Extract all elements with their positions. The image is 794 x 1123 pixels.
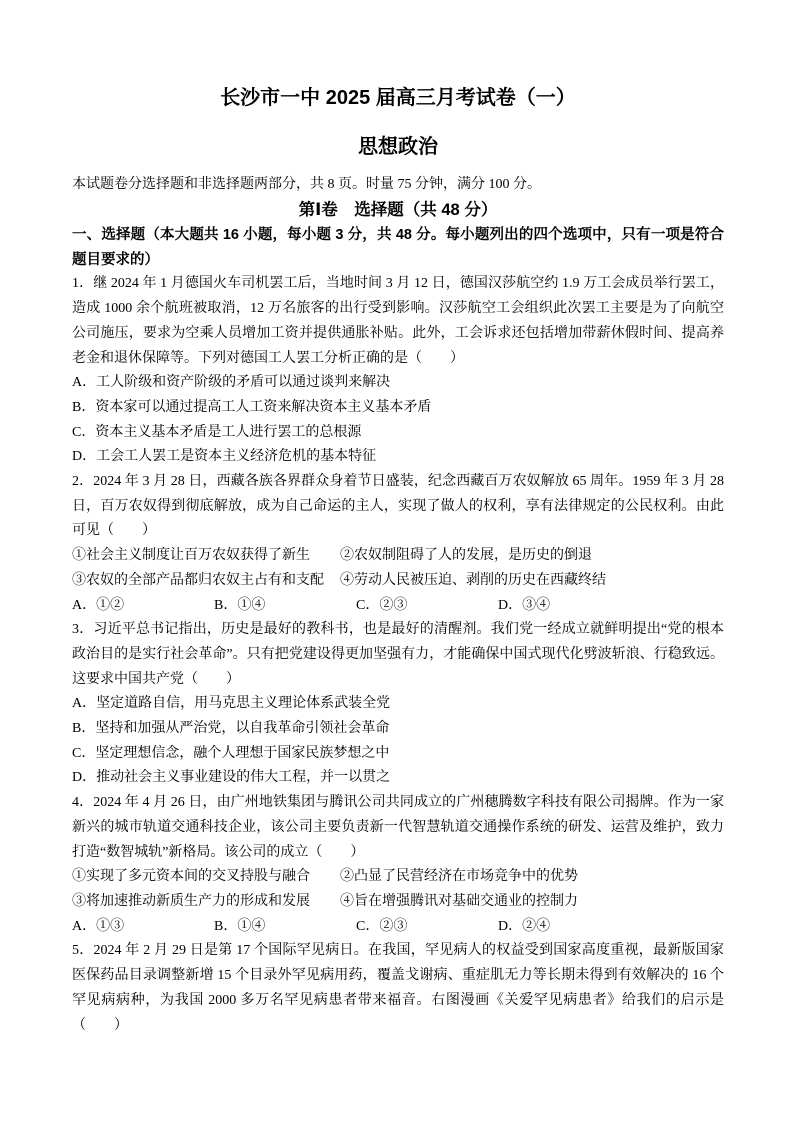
option-item: D．工会工人罢工是资本主义经济危机的基本特征	[72, 449, 377, 465]
statement-row	[72, 865, 724, 890]
question-5	[72, 939, 724, 1038]
option-item: D．推动社会主义事业建设的伟大工程，并一以贯之	[72, 770, 391, 786]
option-item: D．②④	[498, 918, 551, 934]
option-item: A．①②	[72, 597, 125, 613]
section-heading: 一、选择题（本大题共 16 小题，每小题 3 分，共 48 分。每小题列出的四个选项中，只有一项是符合题目要求的）	[72, 227, 724, 268]
statement-item: ①实现了多元资本间的交叉持股与融合	[72, 869, 310, 885]
option-item: B．坚持和加强从严治党，以自我革命引领社会革命	[72, 721, 390, 737]
page-title: 长沙市一中 2025 届高三月考试卷（一）	[220, 87, 576, 109]
statement-item: ③农奴的全部产品都归农奴主占有和支配	[72, 572, 324, 588]
statement-item: ②农奴制阻碍了人的发展，是历史的倒退	[340, 548, 592, 564]
question-number: 1．	[72, 276, 94, 292]
question-stem-text: 2024 年 4 月 26 日，由广州地铁集团与腾讯公司共同成立的广州穗腾数字科技有限公司揭牌。作为一家新兴的城市轨道交通科技企业，该公司主要负责新一代智慧轨道交通操作系统的研发、运营及维护，致力打造“数智城轨”新格局。该公司的成立（ ）	[72, 795, 725, 860]
question-3	[72, 618, 724, 791]
question-stem-text: 继 2024 年 1 月德国火车司机罢工后，当地时间 3 月 12 日，德国汉莎航空约 1.9 万工会成员举行罢工，造成 1000 余个航班被取消，12 万名旅客的出行受到影响。汉莎航空工会组织此次罢工主要是为了向航空公司施压，要求为空乘人员增加工资并提供通胀补贴。此外，工会诉求还包括增加带薪休假时间、提高养老金和退休保障等。下列对德国工人罢工分析正确的是（ ）	[72, 276, 724, 366]
subject-title: 思想政治	[358, 136, 438, 158]
statement-item: ①社会主义制度让百万农奴获得了新生	[72, 548, 310, 564]
statement-row	[72, 544, 724, 569]
statement-row	[72, 890, 724, 915]
statement-item: ②凸显了民营经济在市场竞争中的优势	[340, 869, 578, 885]
statement-item: ③将加速推动新质生产力的形成和发展	[72, 893, 310, 909]
option-item: A．工人阶级和资产阶级的矛盾可以通过谈判来解决	[72, 375, 391, 391]
question-stem	[72, 939, 724, 1038]
option-item: C．②③	[356, 597, 408, 613]
question-number: 3．	[72, 622, 94, 638]
option-item: B．资本家可以通过提高工人工资来解决资本主义基本矛盾	[72, 399, 432, 415]
question-stem-text: 习近平总书记指出，历史是最好的教科书，也是最好的清醒剂。我们党一经成立就鲜明提出“党的根本政治目的是实行社会革命”。只有把党建设得更加坚强有力，才能确保中国式现代化劈波斩浪、行稳致远。这要求中国共产党（ ）	[72, 622, 725, 687]
option-item: B．①④	[214, 597, 266, 613]
option-item: B．①④	[214, 918, 266, 934]
options-row	[72, 915, 724, 940]
question-stem	[72, 470, 724, 544]
question-stem	[72, 791, 724, 865]
option-item: D．③④	[498, 597, 551, 613]
option-item: A．①③	[72, 918, 125, 934]
option-item: A．坚定道路自信，用马克思主义理论体系武装全党	[72, 696, 391, 712]
part-heading: 第Ⅰ卷 选择题（共 48 分）	[298, 201, 498, 219]
question-4	[72, 791, 724, 939]
question-stem	[72, 618, 724, 692]
question-2	[72, 470, 724, 618]
exam-instructions: 本试题卷分选择题和非选择题两部分，共 8 页。时量 75 分钟，满分 100 分。	[72, 177, 541, 192]
option-item: C．②③	[356, 918, 408, 934]
question-number: 5．	[72, 943, 94, 959]
option-item: C．资本主义基本矛盾是工人进行罢工的总根源	[72, 424, 362, 440]
statement-row	[72, 569, 724, 594]
question-stem	[72, 272, 724, 371]
statement-item: ④劳动人民被压迫、剥削的历史在西藏终结	[340, 572, 606, 588]
statement-item: ④旨在增强腾讯对基础交通业的控制力	[340, 893, 578, 909]
question-number: 4．	[72, 795, 94, 811]
question-stem-text: 2024 年 2 月 29 日是第 17 个国际罕见病日。在我国，罕见病人的权益受到国家高度重视，最新版国家医保药品目录调整新增 15 个目录外罕见病用药，覆盖戈谢病、重症肌无力等长期未得到有效解决的 16 个罕见病病种，为我国 2000 多万名罕见病患者带来福音。右图漫画《关爱罕见病患者》给我们的启示是（ ）	[72, 943, 724, 1033]
options-row	[72, 594, 724, 619]
question-number: 2．	[72, 474, 94, 490]
question-stem-text: 2024 年 3 月 28 日，西藏各族各界群众身着节日盛装，纪念西藏百万农奴解放 65 周年。1959 年 3 月 28 日，百万农奴得到彻底解放，成为自己命运的主人，实现了做人的权利，享有法律规定的公民权利。由此可见（ ）	[72, 474, 725, 539]
option-item: C．坚定理想信念，融个人理想于国家民族梦想之中	[72, 745, 390, 761]
question-1	[72, 272, 724, 470]
